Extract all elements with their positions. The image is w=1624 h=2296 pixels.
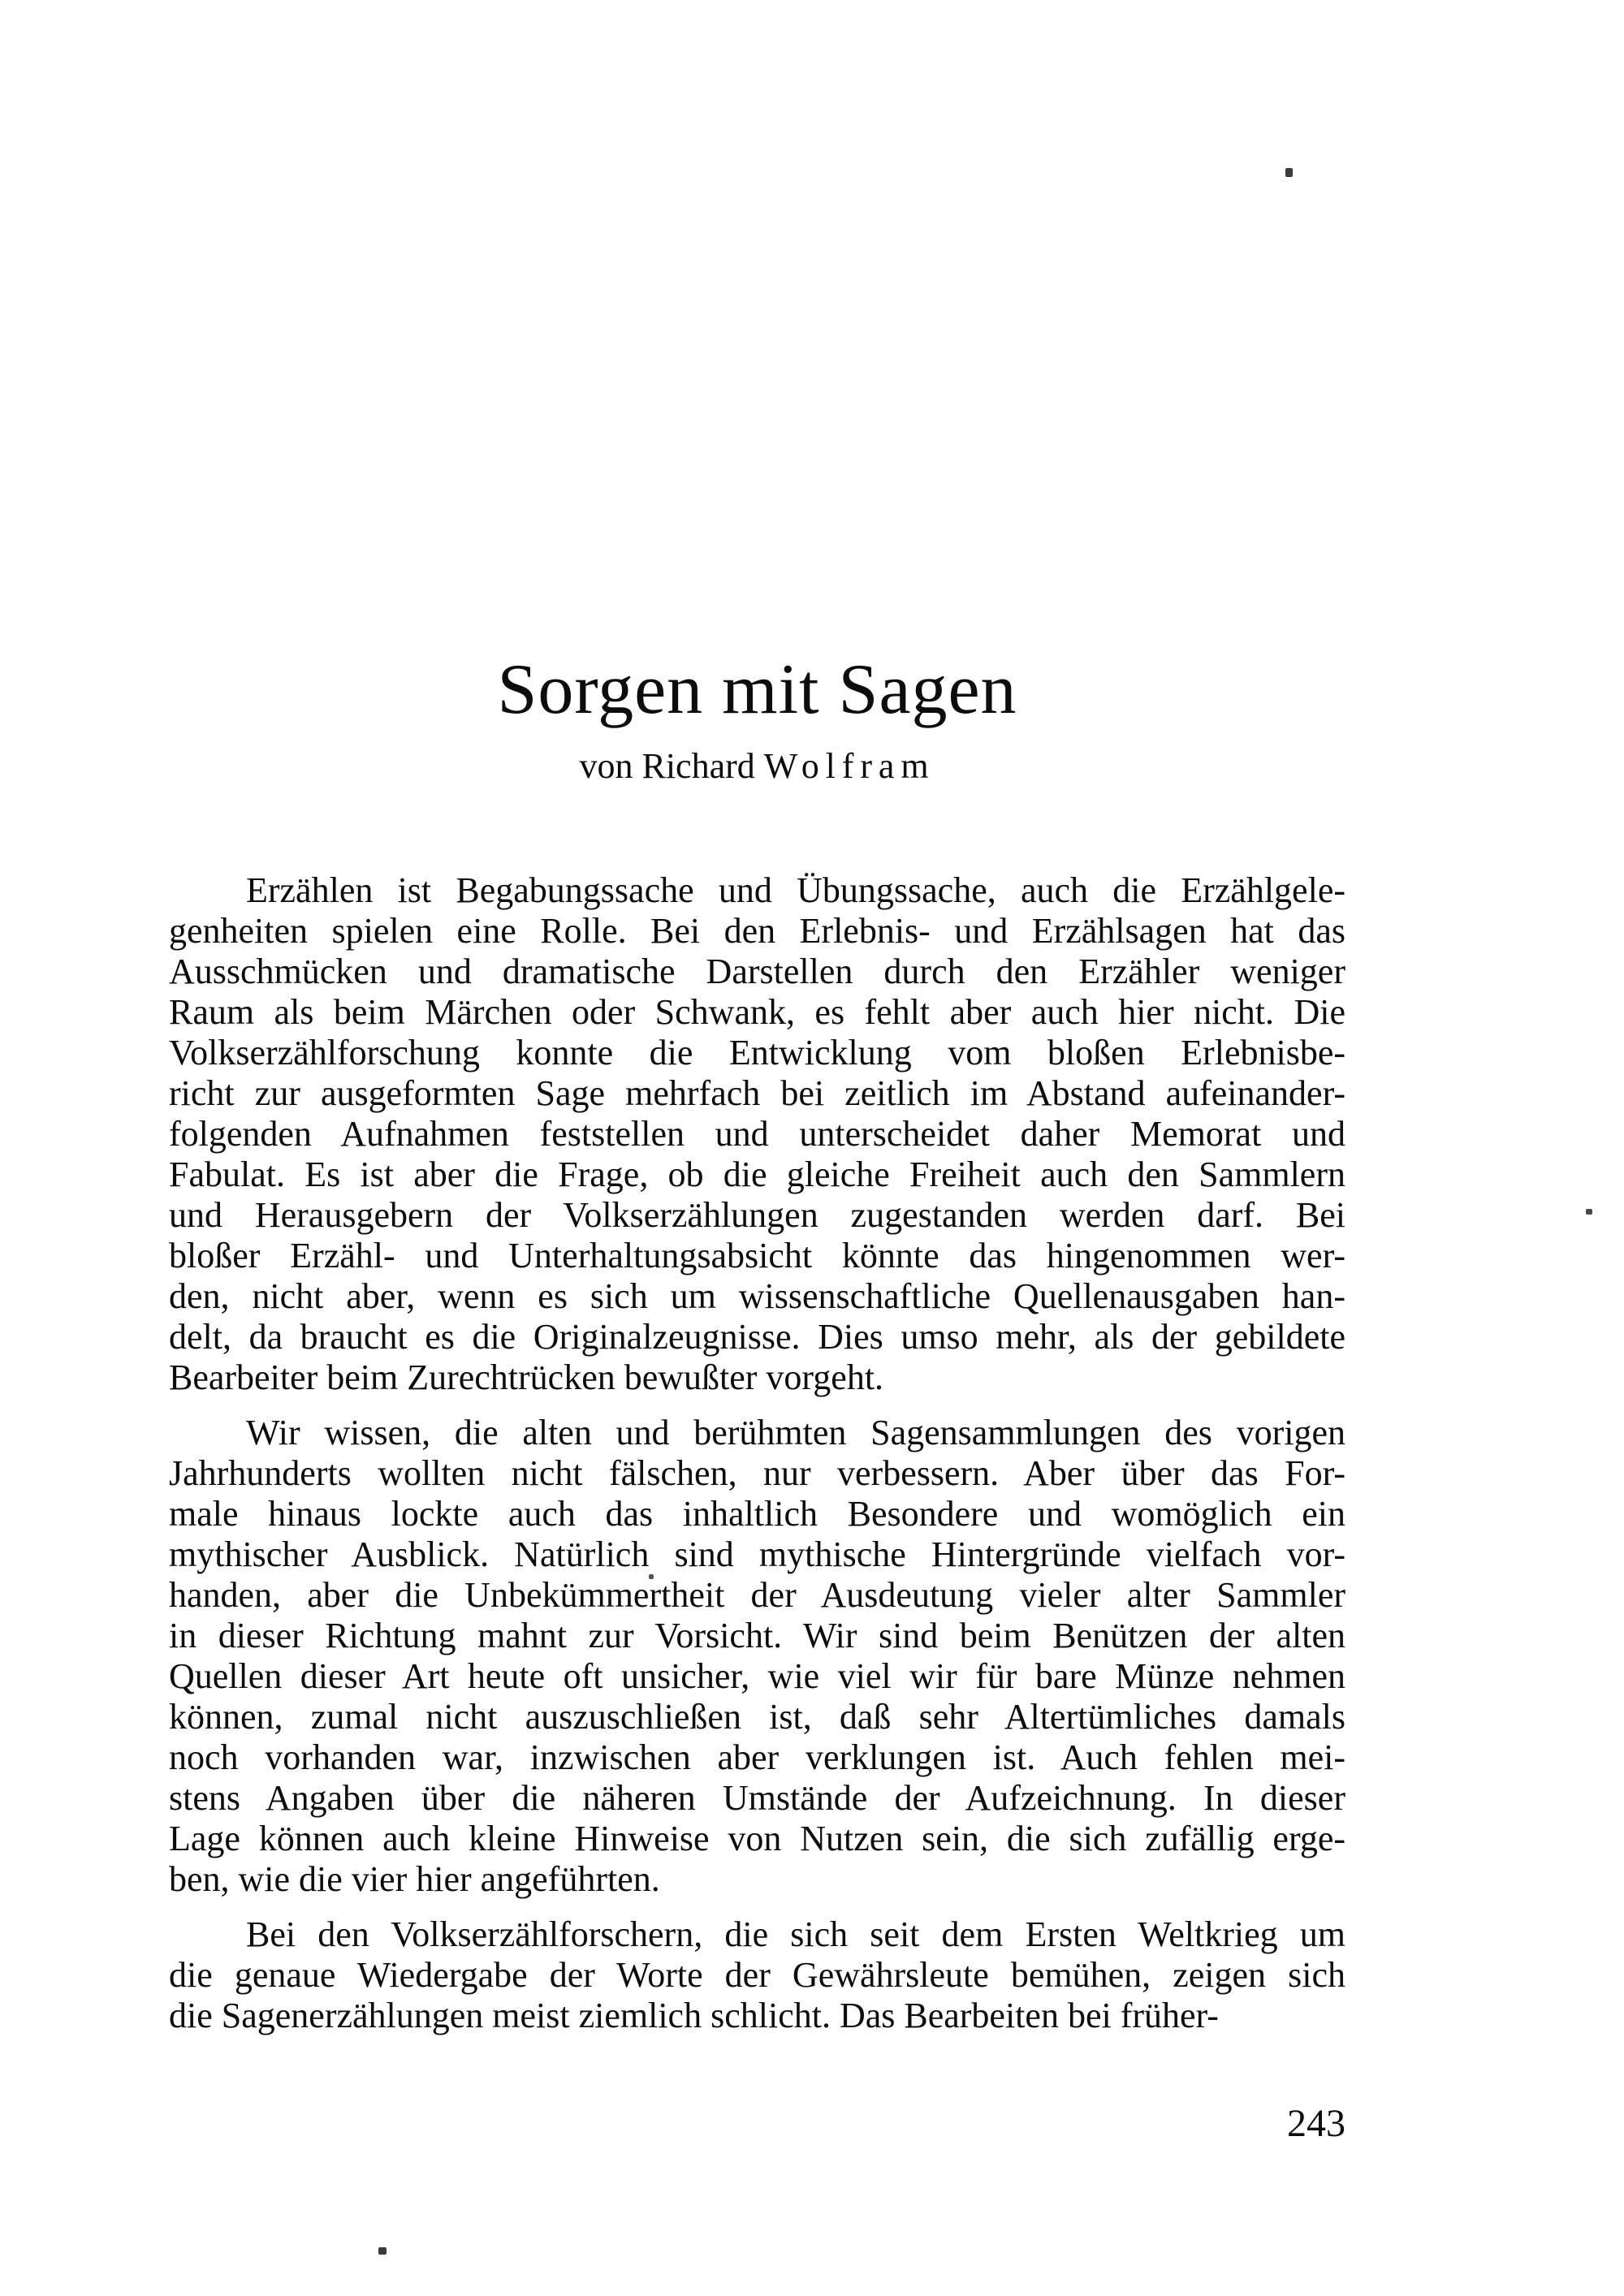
paragraph-2 <box>169 1413 1345 1900</box>
scan-speck <box>1285 168 1293 177</box>
scan-speck <box>1586 1209 1592 1215</box>
text-line: Bearbeiter beim Zurechtrücken bewußter vorgeht. <box>169 1357 884 1397</box>
text-line: den, nicht aber, wenn es sich um wissenschaftliche Quellenausgaben han- <box>169 1276 1345 1316</box>
text-line: können, zumal nicht auszuschließen ist, daß sehr Altertümliches damals <box>169 1697 1345 1737</box>
text-line: und Herausgebern der Volkserzählungen zugestanden werden darf. Bei <box>169 1195 1345 1235</box>
article-title: Sorgen mit Sagen <box>497 650 1017 729</box>
page-number: 243 <box>1287 2102 1345 2145</box>
text-line: Wir wissen, die alten und berühmten Sagensammlungen des vorigen <box>246 1413 1345 1452</box>
text-line: in dieser Richtung mahnt zur Vorsicht. Wir sind beim Benützen der alten <box>169 1616 1345 1655</box>
text-line: Erzählen ist Begabungssache und Übungssache, auch die Erzählgele- <box>246 870 1345 910</box>
text-line: handen, aber die Unbekümmertheit der Ausdeutung vieler alter Sammler <box>169 1575 1345 1615</box>
text-line: Volkserzählforschung konnte die Entwicklung vom bloßen Erlebnisbe- <box>169 1033 1345 1072</box>
text-line: die Sagenerzählungen meist ziemlich schlicht. Das Bearbeiten bei früher- <box>169 1996 1219 2035</box>
text-line: Ausschmücken und dramatische Darstellen durch den Erzähler weniger <box>169 952 1345 991</box>
byline-prefix: von Richard <box>579 746 755 786</box>
text-line: folgenden Aufnahmen feststellen und unterscheidet daher Memorat und <box>169 1114 1345 1154</box>
paragraph-3 <box>169 1914 1345 2036</box>
text-line: Bei den Volkserzählforschern, die sich seit dem Ersten Weltkrieg um <box>246 1914 1345 1954</box>
text-line: stens Angaben über die näheren Umstände der Aufzeichnung. In dieser <box>169 1778 1345 1818</box>
text-line: ben, wie die vier hier angeführten. <box>169 1859 660 1899</box>
text-line: bloßer Erzähl- und Unterhaltungsabsicht könnte das hingenommen wer- <box>169 1236 1345 1275</box>
scan-speck <box>378 2247 387 2255</box>
author-name: Wolfram <box>763 746 935 786</box>
text-line: Raum als beim Märchen oder Schwank, es fehlt aber auch hier nicht. Die <box>169 992 1345 1032</box>
text-line: Lage können auch kleine Hinweise von Nutzen sein, die sich zufällig erge- <box>169 1819 1345 1858</box>
article-body <box>169 870 1345 2036</box>
byline <box>169 746 1345 786</box>
text-line: genheiten spielen eine Rolle. Bei den Erlebnis- und Erzählsagen hat das <box>169 911 1345 951</box>
text-line: Fabulat. Es ist aber die Frage, ob die gleiche Freiheit auch den Sammlern <box>169 1154 1345 1194</box>
text-line: male hinaus lockte auch das inhaltlich Besondere und womöglich ein <box>169 1494 1345 1534</box>
text-line: Jahrhunderts wollten nicht fälschen, nur verbessern. Aber über das For- <box>169 1453 1345 1493</box>
text-line: Quellen dieser Art heute oft unsicher, wie viel wir für bare Münze nehmen <box>169 1656 1345 1696</box>
text-line: delt, da braucht es die Originalzeugnisse. Dies umso mehr, als der gebildete <box>169 1317 1345 1357</box>
text-line: noch vorhanden war, inzwischen aber verklungen ist. Auch fehlen mei- <box>169 1737 1345 1777</box>
text-line: richt zur ausgeformten Sage mehrfach bei zeitlich im Abstand aufeinander- <box>169 1073 1345 1113</box>
paragraph-1 <box>169 870 1345 1398</box>
text-line: mythischer Ausblick. Natürlich sind mythische Hintergründe vielfach vor- <box>169 1534 1345 1574</box>
text-line: die genaue Wiedergabe der Worte der Gewährsleute bemühen, zeigen sich <box>169 1955 1345 1995</box>
